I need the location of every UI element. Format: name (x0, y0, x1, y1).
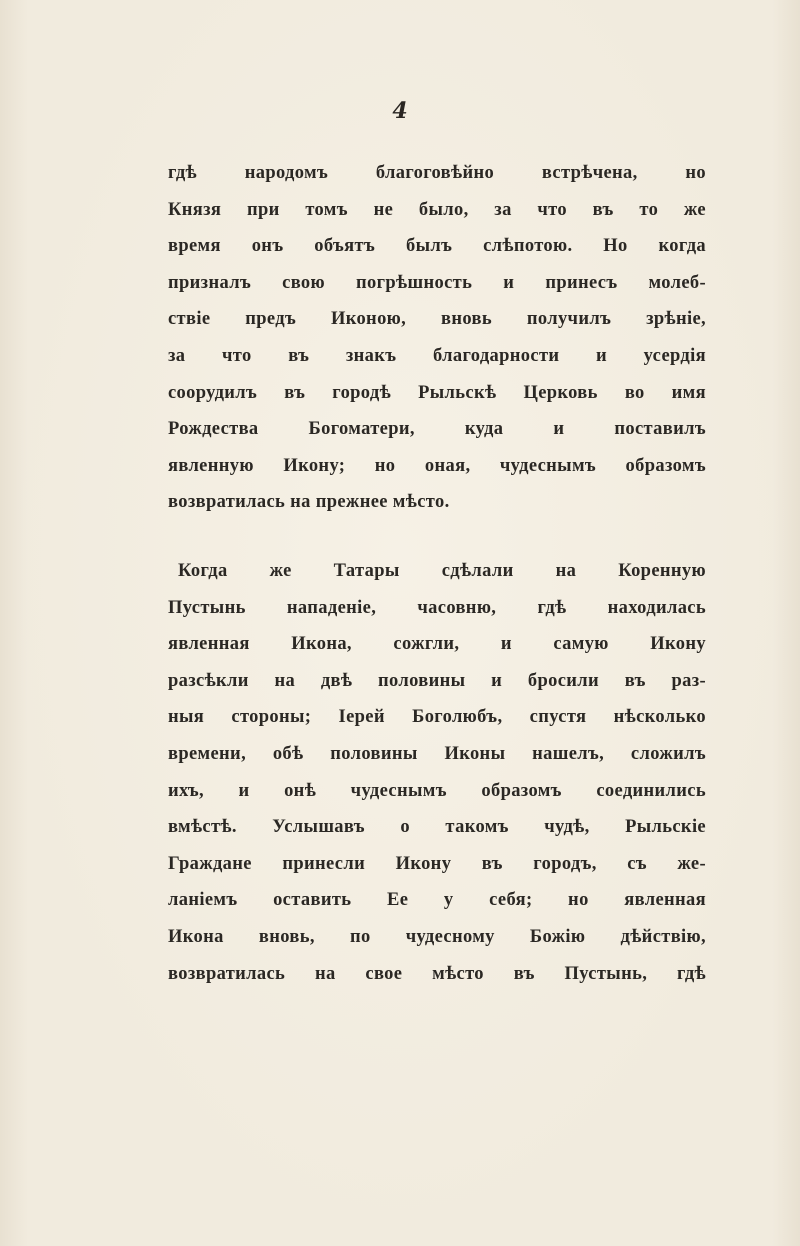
text-line: Пустынь нападеніе, часовню, гдѣ находилась (168, 597, 706, 618)
text-line: Рождества Богоматери, куда и поставилъ (168, 419, 706, 440)
text-line: вмѣстѣ. Услышавъ о такомъ чудѣ, Рыльскіе (168, 817, 706, 838)
text-line: Граждане принесли Икону въ городъ, съ же- (168, 853, 706, 874)
text-line: ланіемъ оставить Ее у себя; но явленная (168, 890, 706, 911)
text-line: соорудилъ въ городѣ Рыльскѣ Церковь во имя (168, 382, 706, 403)
text-line: ихъ, и онѣ чудеснымъ образомъ соединились (168, 780, 706, 801)
text-line: времени, обѣ половины Иконы нашелъ, сложилъ (168, 743, 706, 764)
page-number: 4 (392, 98, 408, 124)
text-line: явленная Икона, сожгли, и самую Икону (168, 634, 706, 655)
text-line: за что въ знакъ благодарности и усердія (168, 345, 706, 366)
text-line: возвратилась на свое мѣсто въ Пустынь, гдѣ (168, 963, 706, 984)
paragraph-2 (168, 553, 706, 992)
text-line: Когда же Татары сдѣлали на Коренную (178, 561, 706, 581)
text-line: время онъ объятъ былъ слѣпотою. Но когда (168, 236, 706, 257)
text-line: призналъ свою погрѣшность и принесъ молеб- (168, 272, 706, 293)
text-line: разсѣкли на двѣ половины и бросили въ раз- (168, 670, 706, 691)
text-line: ствіе предъ Иконою, вновь получилъ зрѣніе, (168, 309, 706, 330)
text-line: ныя стороны; Іерей Боголюбъ, спустя нѣсколько (168, 707, 706, 728)
text-line: гдѣ народомъ благоговѣйно встрѣчена, но (168, 163, 706, 183)
text-line: явленную Икону; но оная, чудеснымъ образомъ (168, 455, 706, 476)
text-line: Икона вновь, по чудесному Божію дѣйствію, (168, 926, 706, 947)
text-line: возвратилась на прежнее мѣсто. (168, 492, 450, 513)
paragraph-1 (168, 155, 706, 521)
text-line: Князя при томъ не было, за что въ то же (168, 199, 706, 220)
